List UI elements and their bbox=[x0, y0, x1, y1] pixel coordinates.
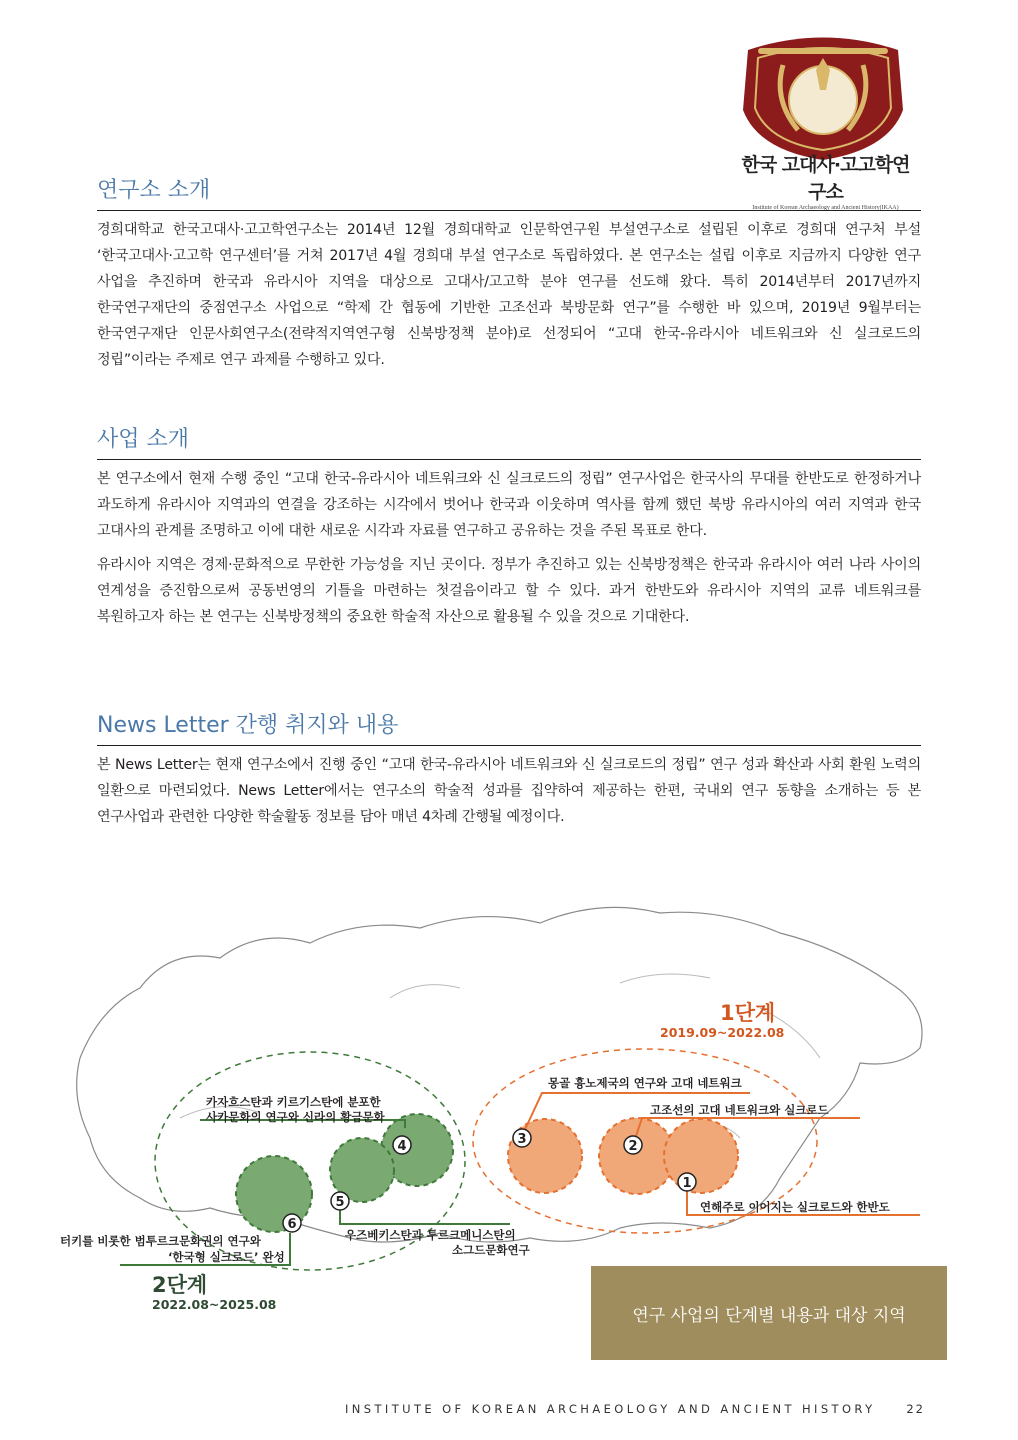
logo-name-en: Institute of Korean Archaeology and Ancient History(IKAA) bbox=[752, 205, 899, 211]
phase1-period: 2019.09~2022.08 bbox=[660, 1025, 785, 1040]
section-institute-intro bbox=[97, 175, 921, 373]
label-site-2: 고조선의 고대 네트워크와 실크로드 bbox=[650, 1103, 829, 1117]
label-site-5a: 우즈베키스탄과 투르크메니스탄의 bbox=[345, 1228, 516, 1242]
phase1-title: 1단계 bbox=[720, 1001, 776, 1025]
label-site-6b: ‘한국형 실크로드’ 완성 bbox=[168, 1250, 285, 1264]
section-paragraph: 본 News Letter는 현재 연구소에서 진행 중인 “고대 한국-유라시아 네트워크와 신 실크로드의 정립” 연구 성과 확산과 사회 환원 노력의 일환으로 마련되었다. News Letter에서는 연구소의 학술적 성과를 집약하여 제공하는 한편, 국내외 연구 동향을 소개하는 등 본 연구사업과 관련한 다양한 학술활동 정보를 담아 매년 4차례 간행될 예정이다. bbox=[97, 757, 921, 825]
site-number-4: 4 bbox=[397, 1139, 407, 1154]
site-number-3: 3 bbox=[517, 1132, 527, 1147]
site-number-6: 6 bbox=[287, 1217, 297, 1232]
label-site-3: 몽골 흉노제국의 연구와 고대 네트워크 bbox=[548, 1076, 742, 1090]
section-title: News Letter 간행 취지와 내용 bbox=[97, 710, 921, 746]
section-title: 사업 소개 bbox=[97, 424, 921, 460]
section-paragraph: 유라시아 지역은 경제·문화적으로 무한한 가능성을 지닌 곳이다. 정부가 추진하고 있는 신북방정책은 한국과 유라시아 여러 나라 사이의 연계성을 증진함으로써 공동번영의 기틀을 마련하는 첫걸음이라고 할 수 있다. 과거 한반도와 유라시아 지역의 교류 네트워크를 복원하고자 하는 본 연구는 신북방정책의 중요한 학술적 자산으로 활용될 수 있을 것으로 기대한다. bbox=[97, 557, 921, 625]
map-caption bbox=[591, 1266, 947, 1360]
section-title: 연구소 소개 bbox=[97, 175, 921, 211]
section-paragraph: 본 연구소에서 현재 수행 중인 “고대 한국-유라시아 네트워크와 신 실크로드의 정립” 연구사업은 한국사의 무대를 한반도로 한정하거나 과도하게 유라시아 지역과의 연결을 강조하는 시각에서 벗어나 한국과 이웃하며 역사를 함께 했던 북방 유라시아의 여러 지역과 한국 고대사의 관계를 조명하고 이에 대한 새로운 시각과 자료를 연구하고 공유하는 것을 주된 목표로 한다. bbox=[97, 471, 921, 539]
section-paragraph: 경희대학교 한국고대사·고고학연구소는 2014년 12월 경희대학교 인문학연구원 부설연구소로 설립된 이후로 경희대 연구처 부설 ‘한국고대사·고고학 연구센터’를 거쳐 2017년 4월 경희대 부설 연구소로 독립하였다. 본 연구소는 설립 이후로 지금까지 다양한 연구 사업을 추진하며 한국과 유라시아 지역을 대상으로 고대사/고고학 분야 연구를 선도해 왔다. 특히 2014년부터 2017년까지 한국연구재단의 중점연구소 사업으로 “학제 간 협동에 기반한 고조선과 북방문화 연구”를 수행한 바 있으며, 2019년 9월부터는 한국연구재단 인문사회연구소(전략적지역연구형 신북방정책 분야)로 선정되어 “고대 한국-유라시아 네트워크와 신 실크로드의 정립”이라는 주제로 연구 과제를 수행하고 있다. bbox=[97, 222, 921, 368]
site-circle-1 bbox=[664, 1119, 738, 1193]
footer-institute-name: INSTITUTE OF KOREAN ARCHAEOLOGY AND ANCIENT HISTORY bbox=[345, 1402, 876, 1416]
site-number-2: 2 bbox=[628, 1139, 638, 1154]
logo-name-ko: 한국 고대사·고고학연구소 bbox=[741, 154, 910, 203]
page-number: 22 bbox=[906, 1402, 925, 1416]
label-site-4a: 카자흐스탄과 키르기스탄에 분포한 bbox=[206, 1095, 381, 1109]
site-number-5: 5 bbox=[335, 1195, 345, 1210]
label-site-6a: 터키를 비롯한 범투르크문화권의 연구와 bbox=[60, 1234, 261, 1248]
label-site-5b: 소그드문화연구 bbox=[452, 1243, 530, 1257]
site-circle-2 bbox=[599, 1118, 675, 1194]
phase2-period: 2022.08~2025.08 bbox=[152, 1297, 277, 1312]
section-newsletter bbox=[97, 710, 921, 830]
section-project-intro bbox=[97, 424, 921, 630]
eurasia-outline bbox=[77, 907, 922, 1242]
site-number-1: 1 bbox=[682, 1176, 692, 1191]
map-caption-text: 연구 사업의 단계별 내용과 대상 지역 bbox=[632, 1305, 906, 1326]
label-site-1: 연해주로 이어지는 실크로드와 한반도 bbox=[700, 1200, 890, 1214]
label-site-4b: 사카문화의 연구와 신라의 황금문화 bbox=[206, 1110, 385, 1124]
phase2-title: 2단계 bbox=[152, 1273, 208, 1297]
page-footer bbox=[345, 1402, 925, 1416]
